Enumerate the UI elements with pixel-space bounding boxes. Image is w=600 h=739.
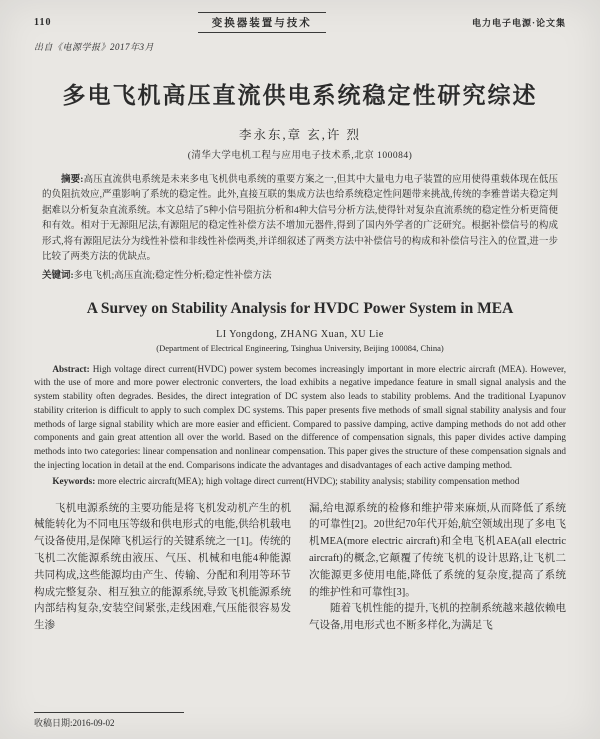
- body-columns: [34, 501, 566, 635]
- keywords-label-chinese: 关键词:: [42, 271, 74, 282]
- affiliation-chinese: (清华大学电机工程与应用电子技术系,北京 100084): [187, 151, 413, 161]
- body-paragraph: 飞机电源系统的主要功能是将飞机发动机产生的机械能转化为不同电压等级和供电形式的电能,供给机载电气设备使用,是保障飞机运行的关键系统之一[1]。传统的飞机二次能源系统由液压、气压、机械和电能4种能源共同构成,这些能源均由产生、传输、分配和利用等环节构成完整复杂、相互独立的能源系统,导致飞机能源系统内部结构复杂,安装空间紧张,走线困难,气压能很容易发生渗: [34, 502, 291, 632]
- received-date: 收稿日期:2016-09-02: [34, 718, 115, 728]
- left-column: [34, 501, 291, 635]
- keywords-chinese: [42, 269, 558, 283]
- body-paragraph: 漏,给电源系统的检修和维护带来麻烦,从而降低了系统的可靠性[2]。20世纪70年代开始,航空领域出现了多电飞机MEA(more electric aircraft)和全电飞机AEA(all electric aircraft)的概念,它颠覆了传统飞机的设计思路,让飞机二次能源更多使用电能,降低了系统的复杂度,提高了系统的维护性和可靠性[3]。: [309, 502, 566, 598]
- journal-series-label: 电力电子电源·论文集: [471, 18, 566, 28]
- authors-english: LI Yongdong, ZHANG Xuan, XU Lie: [216, 328, 384, 340]
- running-head: [34, 12, 566, 33]
- keywords-english: [34, 475, 566, 489]
- abstract-label-chinese: 摘要:: [61, 175, 84, 185]
- paper-title-english: A Survey on Stability Analysis for HVDC Power System in MEA: [86, 299, 514, 317]
- body-paragraph: 随着飞机性能的提升,飞机的控制系统越来越依赖电气设备,用电形式也不断多样化,为满足飞: [309, 603, 566, 632]
- source-note: 出自《电源学报》2017年3月: [34, 42, 155, 52]
- footnote-rule: [34, 712, 184, 713]
- keywords-label-english: Keywords:: [52, 475, 96, 486]
- keywords-text-english: more electric aircraft(MEA); high voltage direct current(HVDC); stability analysis; stability compensation method: [97, 475, 520, 486]
- abstract-text-chinese: 高压直流供电系统是未来多电飞机供电系统的重要方案之一,但其中大量电力电子装置的应用使得重载体现在低压的负阻抗效应,严重影响了系统的稳定性。此外,直接互联的集成方法也给系统稳定性问题带来挑战,传统的李雅普诺夫稳定判据难以分析复杂直流系统。本文总结了5种小信号阻抗分析和4种大信号分析方法,使得针对复杂直流系统的稳定性分析更简便和有效。相对于无源阻尼法,有源阻尼的稳定性补偿方法不增加元器件,得到了国内外学者的广泛研究。根据补偿信号的构成形式,将有源阻尼法分为线性补偿和非线性补偿两类,并详细叙述了两类方法中补偿信号的构成和补偿信号注入的位置,进一步比较了两类方法的优缺点。: [42, 175, 558, 262]
- page-number: 110: [34, 17, 52, 28]
- abstract-chinese: [42, 173, 558, 265]
- paper-title-chinese: 多电飞机高压直流供电系统稳定性研究综述: [62, 83, 538, 108]
- abstract-text-english: High voltage direct current(HVDC) power system becomes increasingly important in more electric aircraft (MEA). However, with the use of more and more power electronic converters, the load exhibits a negative impedance feature in small signal analysis and the system stability often degrades. Besides, the direct integration of DC system also leads to stability problems. And the traditional Lyapunov stability criterion is difficult to apply to such complex DC systems. This paper presents five methods of small signal stability analysis and four methods of large signal stability which are more easier and efficient. Compared to passive damping, active damping methods do not add other components and gain great attention all over the world. Based on the difference of compensation signals, this paper divides active damping methods into two categories: linear compensation and nonlinear compensation. This paper gives the structure of these compensation signals and the injecting location in detail at the end. Comparisons indicate the advantages and disadvantages of each active damping method.: [34, 363, 567, 471]
- affiliation-english: (Department of Electrical Engineering, Tsinghua University, Beijing 100084, China): [156, 342, 444, 353]
- right-column: [309, 501, 566, 635]
- journal-section-title: 变换器装置与技术: [198, 12, 326, 33]
- authors-chinese: 李永东,章 玄,许 烈: [238, 128, 361, 142]
- keywords-text-chinese: 多电飞机;高压直流;稳定性分析;稳定性补偿方法: [73, 271, 272, 282]
- footnote: [34, 712, 184, 729]
- abstract-english: [34, 363, 566, 473]
- abstract-label-english: Abstract:: [52, 363, 90, 374]
